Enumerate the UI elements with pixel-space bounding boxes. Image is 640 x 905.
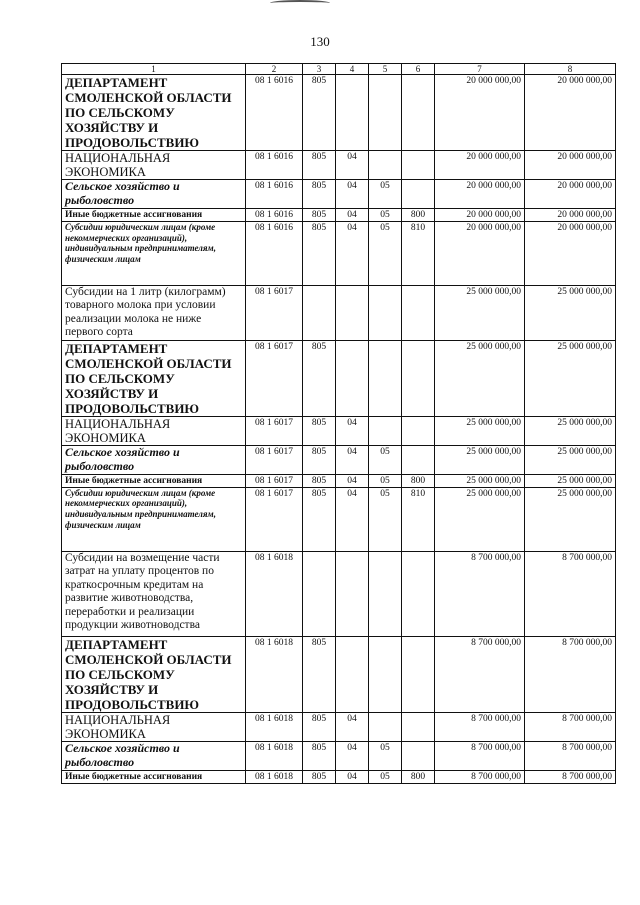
amount-year-1: 20 000 000,00	[435, 151, 525, 180]
table-row-other	[62, 771, 616, 784]
amount-year-2: 25 000 000,00	[525, 340, 616, 416]
header-cell: 1	[62, 64, 246, 75]
target-article-code: 08 1 6016	[246, 209, 303, 222]
amount-year-2: 8 700 000,00	[525, 742, 616, 771]
header-cell: 2	[246, 64, 303, 75]
amount-year-2: 25 000 000,00	[525, 446, 616, 475]
section-code: 04	[336, 209, 369, 222]
amount-year-2: 8 700 000,00	[525, 713, 616, 742]
header-cell: 7	[435, 64, 525, 75]
subsection-code	[369, 636, 402, 712]
amount-year-1: 8 700 000,00	[435, 742, 525, 771]
section-code: 04	[336, 771, 369, 784]
section-code: 04	[336, 417, 369, 446]
item-name: ДЕПАРТАМЕНТ СМОЛЕНСКОЙ ОБЛАСТИ ПО СЕЛЬСКОМУ ХОЗЯЙСТВУ И ПРОДОВОЛЬСТВИЮ	[62, 340, 246, 416]
header-cell: 5	[369, 64, 402, 75]
target-article-code: 08 1 6017	[246, 417, 303, 446]
department-code: 805	[303, 222, 336, 286]
expense-type-code	[402, 551, 435, 636]
item-name: ДЕПАРТАМЕНТ СМОЛЕНСКОЙ ОБЛАСТИ ПО СЕЛЬСКОМУ ХОЗЯЙСТВУ И ПРОДОВОЛЬСТВИЮ	[62, 75, 246, 151]
table-row-section	[62, 151, 616, 180]
section-code: 04	[336, 222, 369, 286]
department-code: 805	[303, 151, 336, 180]
amount-year-1: 25 000 000,00	[435, 340, 525, 416]
amount-year-2: 20 000 000,00	[525, 180, 616, 209]
section-code: 04	[336, 713, 369, 742]
amount-year-2: 25 000 000,00	[525, 417, 616, 446]
amount-year-1: 25 000 000,00	[435, 286, 525, 341]
amount-year-2: 8 700 000,00	[525, 636, 616, 712]
budget-table	[61, 63, 616, 784]
section-code: 04	[336, 151, 369, 180]
department-code: 805	[303, 417, 336, 446]
item-name: Сельское хозяйство и рыболовство	[62, 180, 246, 209]
department-code: 805	[303, 340, 336, 416]
subsection-code: 05	[369, 222, 402, 286]
item-name: Субсидии юридическим лицам (кроме некоммерческих организаций), индивидуальным предпринимателям, физическим лицам	[62, 222, 246, 286]
section-code	[336, 340, 369, 416]
subsection-code: 05	[369, 446, 402, 475]
table-row-section	[62, 417, 616, 446]
amount-year-2: 20 000 000,00	[525, 151, 616, 180]
item-name: Сельское хозяйство и рыболовство	[62, 742, 246, 771]
target-article-code: 08 1 6017	[246, 446, 303, 475]
subsection-code: 05	[369, 487, 402, 551]
item-name: Иные бюджетные ассигнования	[62, 475, 246, 488]
item-name: Субсидии юридическим лицам (кроме некоммерческих организаций), индивидуальным предпринимателям, физическим лицам	[62, 487, 246, 551]
subsection-code	[369, 713, 402, 742]
header-cell: 4	[336, 64, 369, 75]
department-code: 805	[303, 487, 336, 551]
target-article-code: 08 1 6016	[246, 222, 303, 286]
target-article-code: 08 1 6018	[246, 551, 303, 636]
item-name: Иные бюджетные ассигнования	[62, 771, 246, 784]
department-code: 805	[303, 742, 336, 771]
amount-year-2: 25 000 000,00	[525, 286, 616, 341]
target-article-code: 08 1 6017	[246, 340, 303, 416]
item-name: Субсидии на возмещение части затрат на уплату процентов по краткосрочным кредитам на развитие животноводства, переработки и реализации продукции животноводства	[62, 551, 246, 636]
amount-year-2: 20 000 000,00	[525, 209, 616, 222]
amount-year-1: 25 000 000,00	[435, 446, 525, 475]
expense-type-code	[402, 180, 435, 209]
table-row-dept	[62, 340, 616, 416]
subsection-code	[369, 340, 402, 416]
department-code: 805	[303, 636, 336, 712]
expense-type-code	[402, 286, 435, 341]
subsection-code	[369, 151, 402, 180]
table-row-program	[62, 551, 616, 636]
amount-year-1: 25 000 000,00	[435, 417, 525, 446]
table-row-subsidy	[62, 222, 616, 286]
item-name: НАЦИОНАЛЬНАЯ ЭКОНОМИКА	[62, 713, 246, 742]
expense-type-code	[402, 151, 435, 180]
scan-artifact-mark	[270, 0, 330, 6]
expense-type-code: 800	[402, 475, 435, 488]
target-article-code: 08 1 6018	[246, 713, 303, 742]
header-cell: 3	[303, 64, 336, 75]
target-article-code: 08 1 6018	[246, 742, 303, 771]
item-name: Иные бюджетные ассигнования	[62, 209, 246, 222]
subsection-code: 05	[369, 209, 402, 222]
expense-type-code	[402, 636, 435, 712]
department-code	[303, 551, 336, 636]
section-code: 04	[336, 487, 369, 551]
item-name: Сельское хозяйство и рыболовство	[62, 446, 246, 475]
table-row-program	[62, 286, 616, 341]
expense-type-code	[402, 417, 435, 446]
target-article-code: 08 1 6018	[246, 636, 303, 712]
expense-type-code: 800	[402, 771, 435, 784]
table-row-other	[62, 475, 616, 488]
section-code: 04	[336, 742, 369, 771]
expense-type-code	[402, 742, 435, 771]
department-code: 805	[303, 475, 336, 488]
table-row-subsection	[62, 180, 616, 209]
department-code	[303, 286, 336, 341]
department-code: 805	[303, 209, 336, 222]
subsection-code	[369, 551, 402, 636]
table-row-section	[62, 713, 616, 742]
subsection-code: 05	[369, 475, 402, 488]
expense-type-code: 810	[402, 487, 435, 551]
subsection-code	[369, 286, 402, 341]
amount-year-2: 25 000 000,00	[525, 475, 616, 488]
table-row-subsection	[62, 742, 616, 771]
table-row-subsidy	[62, 487, 616, 551]
expense-type-code	[402, 713, 435, 742]
item-name: НАЦИОНАЛЬНАЯ ЭКОНОМИКА	[62, 417, 246, 446]
amount-year-1: 8 700 000,00	[435, 551, 525, 636]
target-article-code: 08 1 6017	[246, 487, 303, 551]
amount-year-1: 8 700 000,00	[435, 771, 525, 784]
amount-year-1: 20 000 000,00	[435, 75, 525, 151]
target-article-code: 08 1 6018	[246, 771, 303, 784]
table-row-dept	[62, 636, 616, 712]
section-code	[336, 286, 369, 341]
header-cell: 6	[402, 64, 435, 75]
amount-year-2: 20 000 000,00	[525, 75, 616, 151]
amount-year-1: 8 700 000,00	[435, 636, 525, 712]
table-row-subsection	[62, 446, 616, 475]
section-code	[336, 75, 369, 151]
amount-year-2: 8 700 000,00	[525, 551, 616, 636]
item-name: ДЕПАРТАМЕНТ СМОЛЕНСКОЙ ОБЛАСТИ ПО СЕЛЬСКОМУ ХОЗЯЙСТВУ И ПРОДОВОЛЬСТВИЮ	[62, 636, 246, 712]
page-number: 130	[310, 34, 330, 49]
amount-year-1: 8 700 000,00	[435, 713, 525, 742]
target-article-code: 08 1 6016	[246, 180, 303, 209]
amount-year-1: 20 000 000,00	[435, 180, 525, 209]
expense-type-code	[402, 75, 435, 151]
subsection-code: 05	[369, 771, 402, 784]
expense-type-code: 800	[402, 209, 435, 222]
amount-year-1: 20 000 000,00	[435, 209, 525, 222]
section-code: 04	[336, 475, 369, 488]
amount-year-2: 25 000 000,00	[525, 487, 616, 551]
subsection-code: 05	[369, 742, 402, 771]
table-row-other	[62, 209, 616, 222]
amount-year-2: 20 000 000,00	[525, 222, 616, 286]
amount-year-2: 8 700 000,00	[525, 771, 616, 784]
header-row	[62, 64, 616, 75]
department-code: 805	[303, 446, 336, 475]
section-code	[336, 551, 369, 636]
department-code: 805	[303, 180, 336, 209]
table-row-dept	[62, 75, 616, 151]
amount-year-1: 25 000 000,00	[435, 475, 525, 488]
target-article-code: 08 1 6016	[246, 151, 303, 180]
department-code: 805	[303, 75, 336, 151]
section-code	[336, 636, 369, 712]
amount-year-1: 20 000 000,00	[435, 222, 525, 286]
section-code: 04	[336, 180, 369, 209]
expense-type-code: 810	[402, 222, 435, 286]
target-article-code: 08 1 6017	[246, 286, 303, 341]
header-cell: 8	[525, 64, 616, 75]
section-code: 04	[336, 446, 369, 475]
item-name: НАЦИОНАЛЬНАЯ ЭКОНОМИКА	[62, 151, 246, 180]
item-name: Субсидии на 1 литр (килограмм) товарного молока при условии реализации молока не ниже первого сорта	[62, 286, 246, 341]
amount-year-1: 25 000 000,00	[435, 487, 525, 551]
expense-type-code	[402, 446, 435, 475]
subsection-code	[369, 75, 402, 151]
target-article-code: 08 1 6017	[246, 475, 303, 488]
subsection-code: 05	[369, 180, 402, 209]
expense-type-code	[402, 340, 435, 416]
department-code: 805	[303, 771, 336, 784]
target-article-code: 08 1 6016	[246, 75, 303, 151]
subsection-code	[369, 417, 402, 446]
department-code: 805	[303, 713, 336, 742]
